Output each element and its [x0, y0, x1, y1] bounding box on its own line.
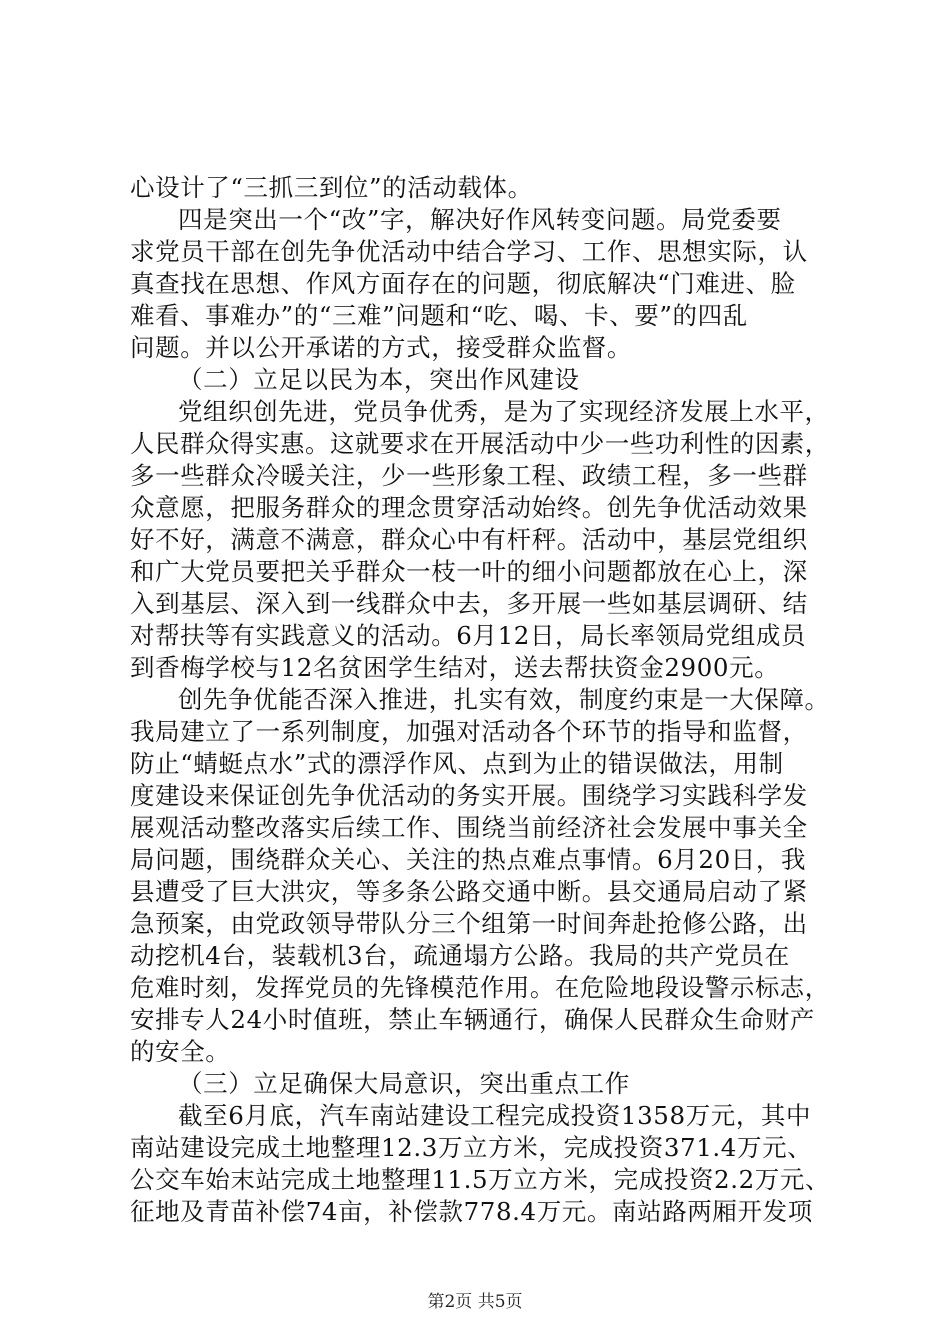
text-line: 好不好，满意不满意，群众心中有杆秤。活动中，基层党组织 — [130, 525, 808, 554]
text-line: 防止“蜻蜓点水”式的漂浮作风、点到为止的错误做法，用制 — [130, 749, 784, 778]
text-line: 入到基层、深入到一线群众中去，多开展一些如基层调研、结 — [130, 589, 808, 618]
text-line: 我局建立了一系列制度，加强对活动各个环节的指导和监督， — [130, 717, 808, 746]
text-line: 和广大党员要把关乎群众一枝一叶的细小问题都放在心上，深 — [130, 557, 808, 586]
text-line: 四是突出一个“改”字，解决好作风转变问题。局党委要 — [178, 205, 782, 234]
section-heading: （三）立足确保大局意识，突出重点工作 — [178, 1069, 630, 1098]
text-line: 创先争优能否深入推进，扎实有效，制度约束是一大保障。 — [178, 685, 830, 714]
text-line: 县遭受了巨大洪灾，等多条公路交通中断。县交通局启动了紧 — [130, 877, 808, 906]
text-line: 南站建设完成土地整理12.3万立方米，完成投资371.4万元、 — [130, 1133, 813, 1162]
text-line: 展观活动整改落实后续工作、围绕当前经济社会发展中事关全 — [130, 813, 808, 842]
text-line: 公交车始末站完成土地整理11.5万立方米，完成投资2.2万元、 — [130, 1165, 831, 1194]
section-heading: （二）立足以民为本，突出作风建设 — [178, 365, 580, 394]
text-line: 度建设来保证创先争优活动的务实开展。围绕学习实践科学发 — [130, 781, 808, 810]
text-line: 到香梅学校与12名贫困学生结对，送去帮扶资金2900元。 — [130, 653, 780, 682]
text-line: 人民群众得实惠。这就要求在开展活动中少一些功利性的因素， — [130, 429, 830, 458]
text-line: 党组织创先进，党员争优秀，是为了实现经济发展上水平， — [178, 397, 830, 426]
text-line: 局问题，围绕群众关心、关注的热点难点事情。6月20日，我 — [130, 845, 807, 874]
text-line: 真查找在思想、作风方面存在的问题，彻底解决“门难进、脸 — [130, 269, 796, 298]
text-line: 众意愿，把服务群众的理念贯穿活动始终。创先争优活动效果 — [130, 493, 808, 522]
text-line: 的安全。 — [130, 1037, 231, 1066]
text-line: 求党员干部在创先争优活动中结合学习、工作、思想实际，认 — [130, 237, 808, 266]
text-line: 征地及青苗补偿74亩，补偿款778.4万元。南站路两厢开发项 — [130, 1197, 813, 1226]
text-line: 问题。并以公开承诺的方式，接受群众监督。 — [130, 333, 632, 362]
text-line: 安排专人24小时值班，禁止车辆通行，确保人民群众生命财产 — [130, 1005, 815, 1034]
text-line: 对帮扶等有实践意义的活动。6月12日，局长率领局党组成员 — [130, 621, 807, 650]
text-line: 急预案，由党政领导带队分三个组第一时间奔赴抢修公路，出 — [130, 909, 808, 938]
page-footer: 第2页 共5页 — [427, 1292, 523, 1312]
text-line: 难看、事难办”的“三难”问题和“吃、喝、卡、要”的四乱 — [130, 301, 748, 330]
text-line: 多一些群众冷暖关注，少一些形象工程、政绩工程，多一些群 — [130, 461, 808, 490]
text-line: 截至6月底，汽车南站建设工程完成投资1358万元，其中 — [178, 1101, 812, 1130]
text-line: 动挖机4台，装载机3台，疏通塌方公路。我局的共产党员在 — [130, 941, 790, 970]
text-line: 心设计了“三抓三到位”的活动载体。 — [130, 173, 533, 202]
text-line: 危难时刻，发挥党员的先锋模范作用。在危险地段设警示标志， — [130, 973, 830, 1002]
